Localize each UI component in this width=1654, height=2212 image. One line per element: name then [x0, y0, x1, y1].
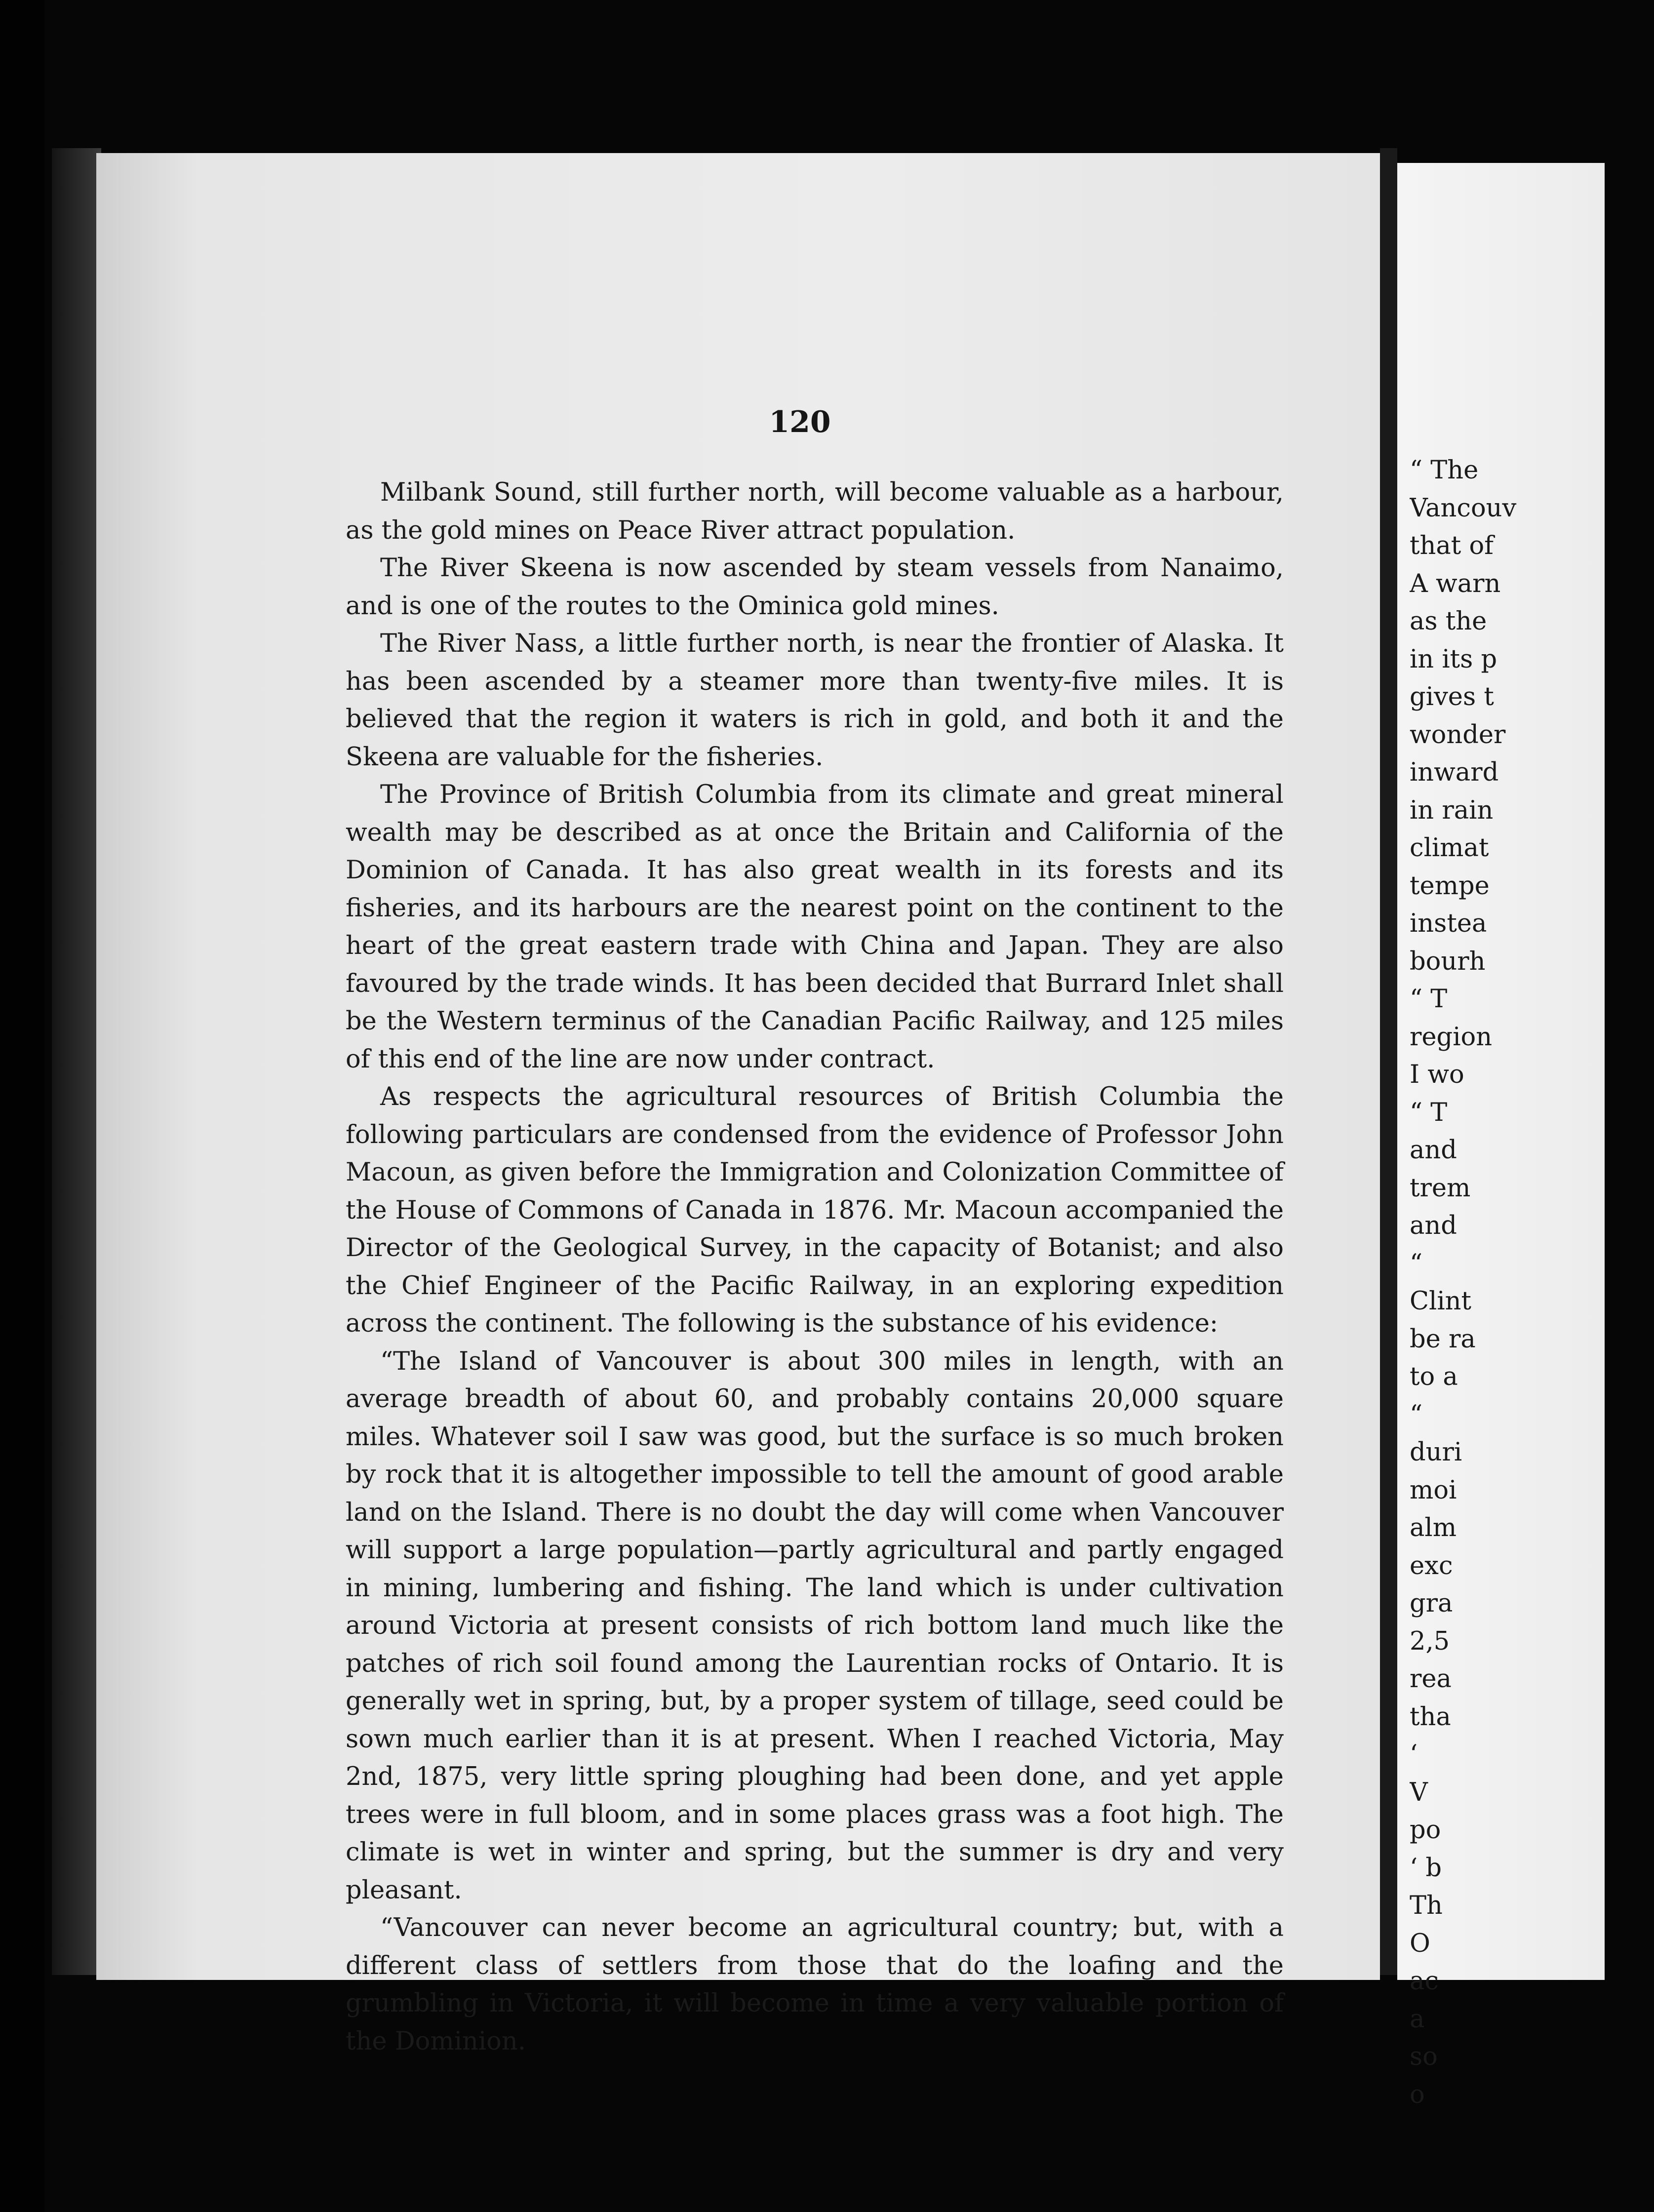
paragraph-milbank-sound: Milbank Sound, still further north, will become valuable as a harbour, as the gold mines on Peace River attract population.: [346, 478, 1284, 545]
facing-line-fragment: I wo: [1410, 1060, 1464, 1089]
facing-line-fragment: bourh: [1410, 947, 1486, 976]
paragraph-vancouver-agriculture: “Vancouver can never become an agricultural country; but, with a different class of settlers from those that do the loafing and the grumbling in Victoria, it will become in time a very valuable portion of the Dominion.: [346, 1913, 1284, 2056]
paragraph-british-columbia: The Province of British Columbia from its climate and great mineral wealth may be described as at once the Britain and California of the Dominion of Canada. It has also great wealth in its forests and its fisheries, and its harbours are the nearest point on the continent to the heart of the great eastern trade with China and Japan. They are also favoured by the trade winds. It has been decided that Burrard Inlet shall be the Western terminus of the Canadian Pacific Railway, and 125 miles of this end of the line are now under contract.: [346, 780, 1284, 1074]
facing-line-fragment: “: [1410, 1249, 1423, 1278]
facing-line-fragment: O: [1410, 1929, 1430, 1958]
facing-line-fragment: ac: [1410, 1967, 1439, 1996]
facing-line-fragment: ‘: [1410, 1740, 1418, 1769]
facing-line-fragment: instea: [1410, 909, 1487, 938]
page-body: [346, 474, 1284, 2060]
paragraph-river-skeena: The River Skeena is now ascended by steam vessels from Nanaimo, and is one of the routes to the Ominica gold mines.: [346, 553, 1284, 621]
facing-line-fragment: A warn: [1410, 569, 1501, 598]
facing-line-fragment: be ra: [1410, 1324, 1476, 1354]
facing-line-fragment: wonder: [1410, 720, 1506, 750]
paragraph-river-nass: The River Nass, a little further north, is near the frontier of Alaska. It has been ascended by a steamer more than twenty-five miles. It is believed that the region it waters is rich in gold, and both it and the Skeena are valuable for the fisheries.: [346, 629, 1284, 772]
facing-line-fragment: a: [1410, 2004, 1425, 2034]
facing-line-fragment: V: [1410, 1778, 1428, 1807]
facing-line-fragment: “ T: [1410, 985, 1448, 1014]
facing-line-fragment: po: [1410, 1816, 1441, 1845]
facing-line-fragment: in rain: [1410, 795, 1494, 825]
book-gutter: [1380, 148, 1397, 1975]
paragraph-agricultural-resources: As respects the agricultural resources of British Columbia the following particulars are condensed from the evidence of Professor John Macoun, as given before the Immigration and Colonization Committee of the House of Commons of Canada in 1876. Mr. Macoun accompanied the Director of the Geological Survey, in the capacity of Botanist; and also the Chief Engineer of the Pacific Railway, in an exploring expedition across the continent. The following is the substance of his evidence:: [346, 1082, 1284, 1338]
facing-line-fragment: exc: [1410, 1551, 1453, 1580]
paragraph-island-of-vancouver: “The Island of Vancouver is about 300 miles in length, with an average breadth of about 60, and probably contains 20,000 square miles. Whatever soil I saw was good, but the surface is so much broken by rock that it is altogether impossible to tell the amount of good arable land on the Island. There is no doubt the day will come when Vancouver will support a large population—partly agricultural and partly engaged in mining, lumbering and fishing. The land which is under cultivation around Victoria at present consists of rich bottom land much like the patches of rich soil found among the Laurentian rocks of Ontario. It is generally wet in spring, but, by a proper system of tillage, seed could be sown much earlier than it is at present. When I reached Victoria, May 2nd, 1875, very little spring ploughing had been done, and yet apple trees were in full bloom, and in some places grass was a foot high. The climate is wet in winter and spring, but the summer is dry and very pleasant.: [346, 1346, 1284, 1905]
facing-line-fragment: tempe: [1410, 871, 1490, 901]
facing-line-fragment: region: [1410, 1022, 1493, 1052]
facing-line-fragment: “ T: [1410, 1098, 1448, 1127]
facing-line-fragment: “: [1410, 1400, 1423, 1429]
facing-line-fragment: to a: [1410, 1362, 1458, 1391]
facing-line-fragment: gives t: [1410, 682, 1494, 711]
facing-line-fragment: moi: [1410, 1475, 1457, 1505]
facing-line-fragment: gra: [1410, 1589, 1453, 1618]
page-edge-shadow: [52, 148, 101, 1975]
facing-line-fragment: “ The: [1410, 456, 1479, 485]
facing-line-fragment: as the: [1410, 607, 1487, 636]
facing-line-fragment: and: [1410, 1136, 1457, 1165]
film-edge: [0, 0, 44, 2212]
facing-line-fragment: inward: [1410, 758, 1499, 787]
facing-line-fragment: climat: [1410, 833, 1489, 863]
facing-line-fragment: rea: [1410, 1664, 1452, 1694]
facing-line-fragment: that of: [1410, 531, 1494, 560]
facing-line-fragment: 2,5: [1410, 1626, 1450, 1656]
facing-page-text: [1410, 452, 1605, 2114]
facing-line-fragment: tha: [1410, 1702, 1451, 1732]
facing-line-fragment: alm: [1410, 1513, 1457, 1542]
facing-line-fragment: and: [1410, 1211, 1457, 1240]
facing-line-fragment: Th: [1410, 1891, 1443, 1920]
facing-line-fragment: ‘ b: [1410, 1853, 1442, 1883]
facing-line-fragment: o: [1410, 2080, 1425, 2109]
facing-line-fragment: Vancouv: [1410, 493, 1517, 523]
facing-line-fragment: Clint: [1410, 1287, 1471, 1316]
facing-line-fragment: trem: [1410, 1173, 1471, 1203]
facing-line-fragment: duri: [1410, 1438, 1462, 1467]
facing-line-fragment: in its p: [1410, 644, 1497, 674]
page-number: 120: [769, 405, 831, 439]
facing-line-fragment: so: [1410, 2042, 1438, 2071]
